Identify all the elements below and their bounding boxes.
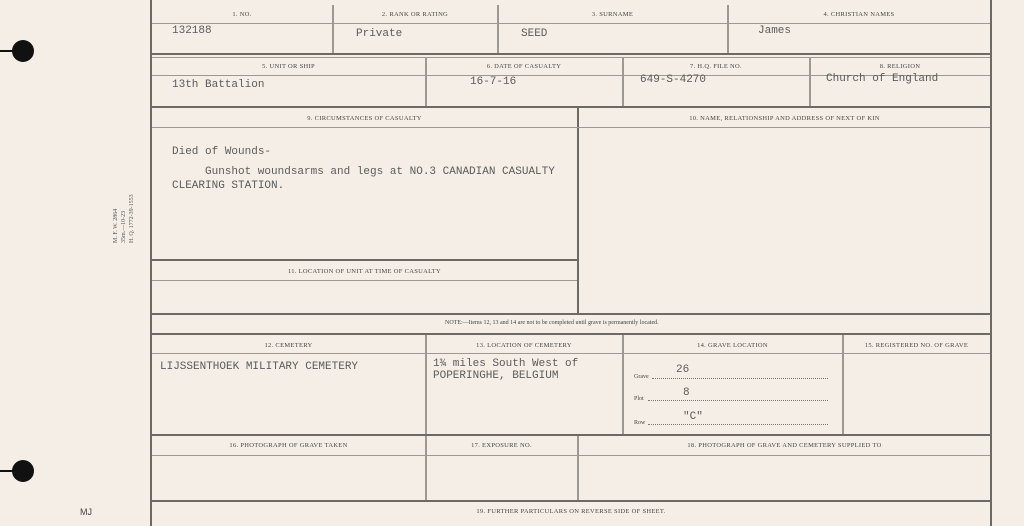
value-grave: 26 xyxy=(676,364,690,376)
label-grave: Grave xyxy=(634,374,649,380)
divider xyxy=(152,313,990,315)
label-cemetery: 12. CEMETERY xyxy=(264,342,313,349)
divider xyxy=(152,53,990,55)
punch-hole-bottom xyxy=(12,460,34,482)
label-unit: 5. UNIT OR SHIP xyxy=(262,63,315,70)
value-row: "C" xyxy=(683,411,703,423)
divider xyxy=(842,335,844,435)
divider xyxy=(152,280,577,281)
label-location-of-unit: 11. LOCATION OF UNIT AT TIME OF CASUALTY xyxy=(287,268,442,275)
label-surname: 3. SURNAME xyxy=(591,11,634,18)
divider xyxy=(152,106,990,108)
divider xyxy=(152,333,990,335)
label-circumstances: 9. CIRCUMSTANCES OF CASUALTY xyxy=(307,115,422,122)
value-religion: Church of England xyxy=(826,73,939,85)
value-cemetery-location-line2: POPERINGHE, BELGIUM xyxy=(433,370,559,382)
form-code-line: M. F. W. 2864 xyxy=(113,208,119,243)
value-unit: 13th Battalion xyxy=(172,79,265,91)
value-date: 16-7-16 xyxy=(470,76,517,88)
label-grave-location: 14. GRAVE LOCATION xyxy=(697,342,768,349)
plot-line xyxy=(648,400,828,401)
label-photo-supplied: 18. PHOTOGRAPH OF GRAVE AND CEMETERY SUPPLIED TO xyxy=(687,442,882,449)
value-circumstances-line2: Gunshot woundsarms and legs at NO.3 CANADIAN CASUALTY xyxy=(205,166,555,178)
label-further-particulars: 19. FURTHER PARTICULARS ON REVERSE SIDE OF SHEET. xyxy=(476,508,666,515)
row-line xyxy=(648,424,828,425)
value-cemetery: LIJSSENTHOEK MILITARY CEMETERY xyxy=(160,361,359,373)
value-rank: Private xyxy=(356,28,403,40)
grave-line xyxy=(652,378,828,379)
label-rank: 2. RANK OR RATING xyxy=(381,11,449,18)
label-religion: 8. RELIGION xyxy=(879,63,921,70)
divider xyxy=(152,353,990,354)
label-next-of-kin: 10. NAME, RELATIONSHIP AND ADDRESS OF NEXT OF KIN xyxy=(689,115,880,122)
form-code-line: H. Q. 1772-39-1553 xyxy=(129,194,135,243)
divider xyxy=(622,335,624,435)
form-code xyxy=(112,194,136,243)
value-cemetery-location-line1: 1¾ miles South West of xyxy=(433,358,579,370)
punch-hole-top xyxy=(12,40,34,62)
divider xyxy=(152,23,990,24)
label-row: Row xyxy=(634,420,646,426)
value-no: 132188 xyxy=(172,25,212,37)
divider xyxy=(152,127,990,128)
divider xyxy=(152,434,990,436)
label-plot: Plot xyxy=(634,396,644,402)
value-plot: 8 xyxy=(683,387,690,399)
label-photo-taken: 16. PHOTOGRAPH OF GRAVE TAKEN xyxy=(229,442,348,449)
note-text: NOTE:—Items 12, 13 and 14 are not to be completed until grave is permanently located. xyxy=(445,320,659,326)
label-no: 1. NO. xyxy=(232,11,252,18)
divider xyxy=(152,259,577,261)
divider xyxy=(152,455,990,456)
value-surname: SEED xyxy=(521,28,548,40)
divider xyxy=(577,108,579,314)
divider xyxy=(425,335,427,435)
label-date: 6. DATE OF CASUALTY xyxy=(486,63,562,70)
label-cemetery-location: 13. LOCATION OF CEMETERY xyxy=(476,342,572,349)
form-code-line: 35m.—10-23 xyxy=(121,210,127,243)
value-file-no: 649-S-4270 xyxy=(640,74,707,86)
value-christian-names: James xyxy=(758,25,792,37)
divider xyxy=(152,500,990,502)
value-circumstances-line3: CLEARING STATION. xyxy=(172,180,285,192)
label-christian-names: 4. CHRISTIAN NAMES xyxy=(823,11,895,18)
label-registered-no: 15. REGISTERED NO. OF GRAVE xyxy=(864,342,969,349)
right-border xyxy=(990,0,992,526)
label-file-no: 7. H.Q. FILE NO. xyxy=(690,63,742,70)
clerk-initials: MJ xyxy=(80,507,92,517)
label-exposure: 17. EXPOSURE NO. xyxy=(471,442,532,449)
divider xyxy=(152,57,990,58)
value-circumstances-line1: Died of Wounds- xyxy=(172,146,272,158)
